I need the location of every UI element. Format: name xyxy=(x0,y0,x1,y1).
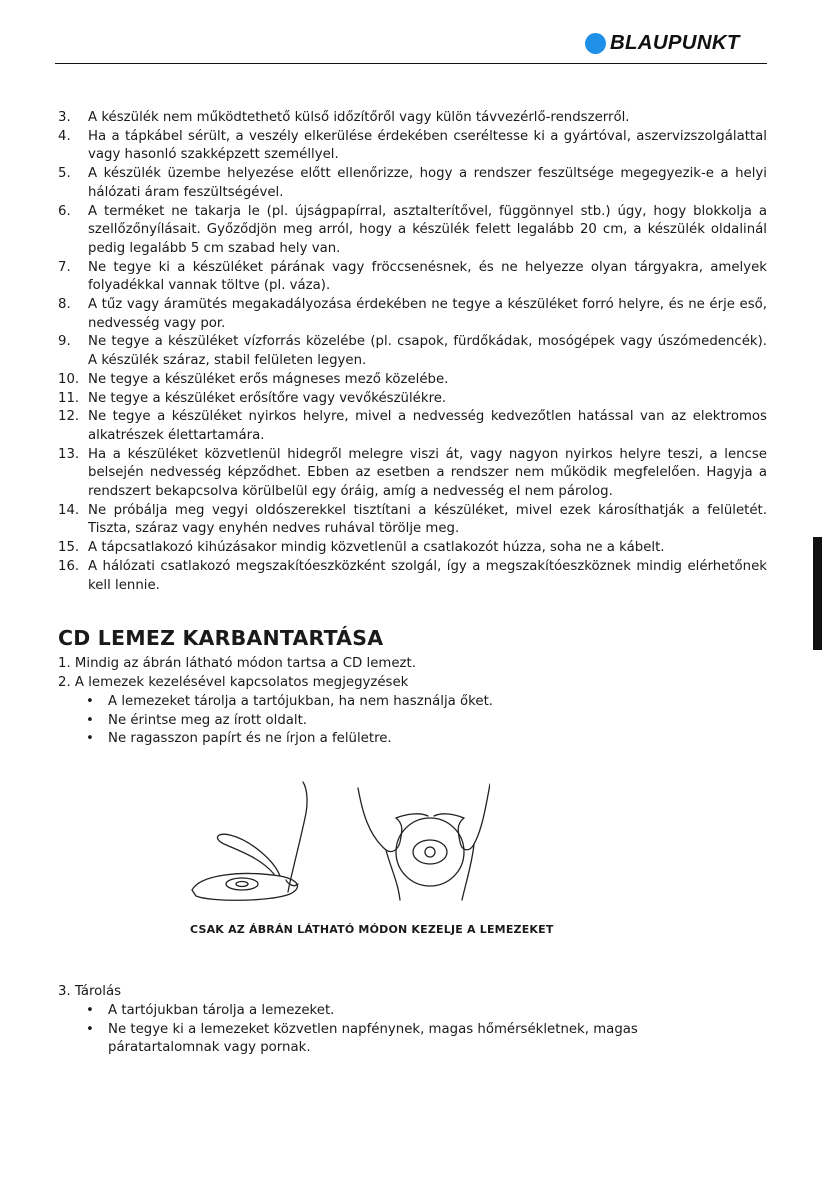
list-item: 4. Ha a tápkábel sérült, a veszély elkerülése érdekében cseréltesse ki a gyártóval, aszervizszolgálattal vagy hasonló szakképzett személlyel. xyxy=(58,128,767,163)
list-item: 11. Ne tegye a készüléket erősítőre vagy vevőkészülékre. xyxy=(58,390,447,406)
header-divider xyxy=(55,63,767,64)
step-2-text: 2. A lemezek kezelésével kapcsolatos megjegyzések xyxy=(58,675,409,690)
list-item: 14. Ne próbálja meg vegyi oldószerekkel tisztítani a készüléket, mivel ezek károsíthatják a felületét. Tiszta, száraz vagy enyhén nedves ruhával törölje meg. xyxy=(58,502,767,537)
language-tab-marker xyxy=(813,537,822,650)
bullet-icon: • xyxy=(86,731,94,747)
list-item: 7. Ne tegye ki a készüléket párának vagy fröccsenésnek, és ne helyezze olyan tárgyakra, amelyek folyadékkal vannak töltve (pl. váza). xyxy=(58,259,767,294)
step-3-text: 3. Tárolás xyxy=(58,984,122,999)
bullet-icon: • xyxy=(86,712,94,728)
safety-list xyxy=(58,109,767,595)
list-item: 8. A tűz vagy áramütés megakadályozása érdekében ne tegye a készüléket forró helyre, és ne érje eső, nedvesség vagy por. xyxy=(58,297,767,331)
two-hands-holding-disc-drawing xyxy=(358,784,490,900)
step-1-text: 1. Mindig az ábrán látható módon tartsa a CD lemezt. xyxy=(58,656,416,671)
list-item: • Ne tegye ki a lemezeket közvetlen napfénynek, magas hőmérsékletnek, magas páratartalomnak vagy pornak. xyxy=(86,1021,686,1058)
finger-holding-disc-drawing xyxy=(192,782,307,900)
handling-notes-list xyxy=(86,693,706,749)
list-item: 13. Ha a készüléket közvetlenül hidegről melegre viszi át, vagy nagyon nyirkos helyre teszi, a lencse belsején nedvesség képződhet. Ebben az esetben a rendszer nem működik megfelelően. Hagyja a rendszert bekapcsolva körülbelül egy óráig, amíg a nedvesség el nem párolog. xyxy=(58,446,767,500)
cd-handling-illustration xyxy=(190,780,490,905)
bullet-icon: • xyxy=(86,1003,94,1018)
bullet-icon: • xyxy=(86,1021,94,1037)
section-title: CD LEMEZ KARBANTARTÁSA xyxy=(58,626,384,650)
logo-dot-icon xyxy=(585,33,606,54)
list-item: 16. A hálózati csatlakozó megszakítóeszközként szolgál, így a megszakítóeszköznek mindig elérhetőnek kell lennie. xyxy=(58,558,767,593)
brand-name: BLAUPUNKT xyxy=(610,31,740,54)
list-item: 9. Ne tegye a készüléket vízforrás közelébe (pl. csapok, fürdőkádak, mosógépek vagy úszómedencék). A készülék száraz, stabil felületen legyen. xyxy=(58,334,767,369)
list-item: 10. Ne tegye a készüléket erős mágneses mező közelébe. xyxy=(58,371,449,387)
list-item: 6. A terméket ne takarja le (pl. újságpapírral, asztalterítővel, függönnyel stb.) úgy, hogy blokkolja a szellőzőnyílásait. Győződjön meg arról, hogy a készülék felett legalább 20 cm, a készülék oldalinál pedig legalább 5 cm szabad hely van. xyxy=(58,203,767,256)
figure-caption: CSAK AZ ÁBRÁN LÁTHATÓ MÓDON KEZELJE A LEMEZEKET xyxy=(190,923,554,936)
list-item: 3. A készülék nem működtethető külső időzítőről vagy külön távvezérlő-rendszerről. xyxy=(58,110,630,125)
list-item: • A tartójukban tárolja a lemezeket. xyxy=(86,1002,686,1021)
bullet-icon: • xyxy=(86,694,94,709)
list-item: 15. A tápcsatlakozó kihúzásakor mindig közvetlenül a csatlakozót húzza, soha ne a kábelt. xyxy=(58,540,665,556)
storage-notes-list xyxy=(86,1002,686,1058)
list-item: • A lemezeket tárolja a tartójukban, ha nem használja őket. xyxy=(86,693,706,712)
list-item: 12. Ne tegye a készüléket nyirkos helyre, mivel a nedvesség kedvezőtlen hatással van az elektromos alkatrészek élettartamára. xyxy=(58,409,767,443)
list-item: • Ne ragasszon papírt és ne írjon a felületre. xyxy=(86,730,706,749)
list-item: • Ne érintse meg az írott oldalt. xyxy=(86,712,706,731)
list-item: 5. A készülék üzembe helyezése előtt ellenőrizze, hogy a rendszer feszültsége megegyezik-e a helyi hálózati áram feszültségével. xyxy=(58,166,767,200)
brand-logo xyxy=(585,31,740,54)
